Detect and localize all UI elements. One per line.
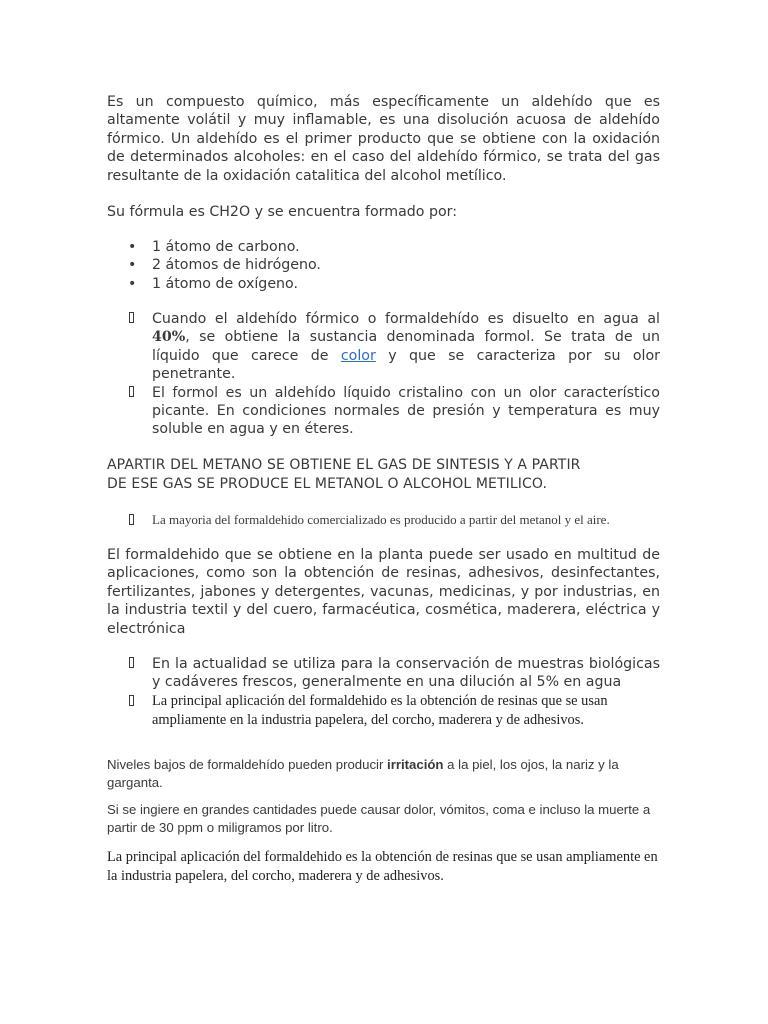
list-item: • 1 átomo de oxígeno. [128, 275, 298, 292]
list-item: La mayoria del formaldehido comercializado es producido a partir del metanol y el aire. [107, 512, 660, 528]
missing-glyph-icon [129, 514, 134, 525]
color-link[interactable]: color [340, 347, 376, 364]
missing-glyph-icon [129, 312, 134, 323]
list-item: • 1 átomo de carbono. [128, 239, 300, 255]
bullet-icon: • [128, 239, 137, 255]
resins-paragraph: La principal aplicación del formaldehido es la obtención de resinas que se usan ampliamente en la industria papelera, del corcho, maderera y de adhesivos. [107, 849, 658, 884]
percent-value: 40% [152, 329, 186, 346]
applications-paragraph: El formaldehido que se obtiene en la planta puede ser usado en multitud de aplicaciones, como son la obtención de resinas, adhesivos, desinfectantes, fertilizantes, jabones y detergentes, vacunas, medicinas, y por industrias, en la industria textil y del cuero, farmacéutica, cosmética, maderera, eléctrica y electrónica [107, 547, 660, 637]
intro-paragraph: Es un compuesto químico, más específicamente un aldehído que es altamente volátil y muy inflamable, es una disolución acuosa de aldehído fórmico. Un aldehído es el primer producto que se obtiene con la oxidación de determinados alcoholes: en el caso del aldehído fórmico, se trata del gas resultante de la oxidación catalitica del alcohol metílico. [107, 94, 660, 184]
caps-heading: APARTIR DEL METANO SE OBTIENE EL GAS DE SINTESIS Y A PARTIR DE ESE GAS SE PRODUCE EL METANOL O ALCOHOL METILICO. [107, 457, 581, 492]
list-item: • 2 átomos de hidrógeno. [128, 257, 321, 274]
list-item: La principal aplicación del formaldehido es la obtención de resinas que se usan ampliamente en la industria papelera, del corcho, maderera y de adhesivos. [107, 692, 660, 730]
serif-note-list [107, 512, 660, 528]
uses-list [107, 655, 660, 730]
missing-glyph-icon [129, 386, 134, 397]
bullet-icon: • [128, 275, 137, 292]
ingestion-paragraph: Si se ingiere en grandes cantidades puede causar dolor, vómitos, coma e incluso la muerte a partir de 30 ppm o miligramos por litro. [107, 802, 651, 835]
irritation-bold: irritación [387, 757, 444, 772]
formula-paragraph: Su fórmula es CH2O y se encuentra formado por: [107, 204, 458, 220]
list-item: En la actualidad se utiliza para la conservación de muestras biológicas y cadáveres frescos, generalmente en una dilución al 5% en agua [107, 655, 660, 692]
list-item: Cuando el aldehído fórmico o formaldehído es disuelto en agua al 40%, se obtiene la sustancia denominada formol. Se trata de un líquido que carece de color y que se caracteriza por su olor penetrante. [107, 310, 660, 384]
irritation-paragraph: Niveles bajos de formaldehído pueden producir irritación a la piel, los ojos, la nariz y la garganta. [107, 757, 619, 790]
formol-list [107, 310, 660, 439]
missing-glyph-icon [129, 695, 134, 706]
bullet-icon: • [128, 257, 137, 274]
list-item: El formol es un aldehído líquido cristalino con un olor característico picante. En condiciones normales de presión y temperatura es muy soluble en agua y en éteres. [107, 384, 660, 439]
missing-glyph-icon [129, 657, 134, 668]
composition-list [107, 238, 660, 293]
